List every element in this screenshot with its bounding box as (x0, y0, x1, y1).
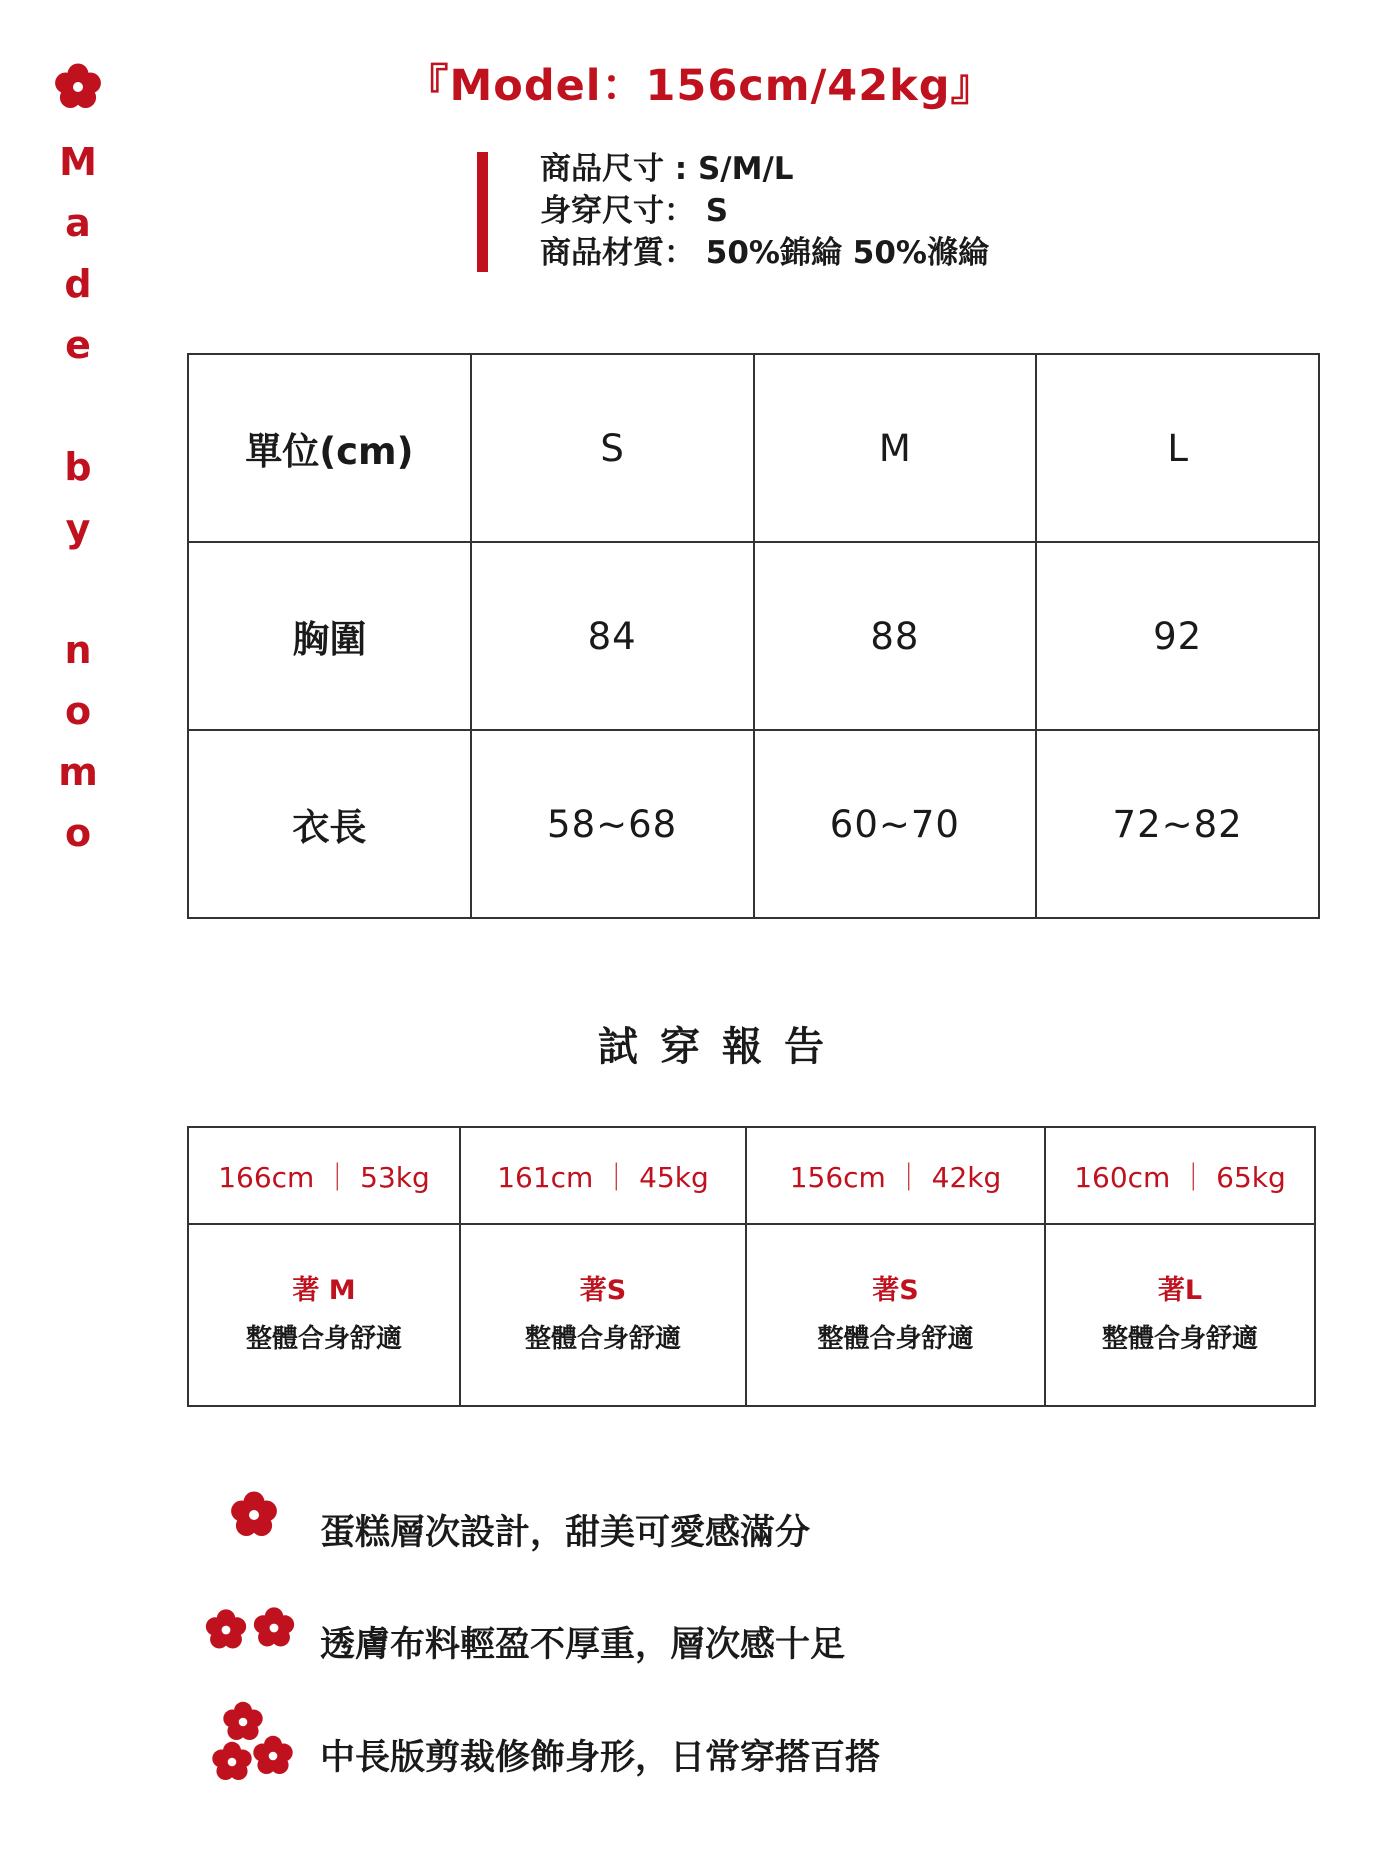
fit-report-measurement: 156cm ｜ 42kg (746, 1127, 1045, 1224)
size-table-cell: 92 (1036, 542, 1319, 730)
fit-report-comment: 整體合身舒適 (245, 1324, 402, 1354)
size-table (187, 353, 1320, 919)
triple-flower-icon (210, 1700, 300, 1794)
fit-report-worn-size: 著L (1157, 1275, 1203, 1306)
feature-text: 透膚布料輕盈不厚重，層次感十足 (320, 1625, 846, 1665)
brand-letter: M (59, 140, 97, 184)
size-table-cell: 88 (754, 542, 1037, 730)
fit-report-result (746, 1224, 1045, 1406)
double-flower-icon (202, 1606, 298, 1658)
fit-report-measure-row (188, 1127, 1315, 1224)
spec-product-size: 商品尺寸 : S/M/L (540, 151, 794, 187)
spec-accent-bar (477, 152, 488, 272)
spec-list (540, 148, 989, 274)
brand-letter: a (65, 201, 91, 245)
size-table-cell: 72~82 (1036, 730, 1319, 918)
brand-letter: e (65, 323, 91, 367)
fit-report-comment: 整體合身舒適 (524, 1324, 681, 1354)
model-title: 『Model：156cm/42kg』 (405, 61, 995, 111)
fit-report-worn-size: 著S (872, 1275, 919, 1306)
fit-report-comment: 整體合身舒適 (1101, 1324, 1258, 1354)
fit-report-table (187, 1126, 1316, 1407)
fit-report-measurement: 166cm ｜ 53kg (188, 1127, 460, 1224)
fit-report-measurement: 160cm ｜ 65kg (1045, 1127, 1315, 1224)
size-table-header-cell: S (471, 354, 754, 542)
spec-worn-size: 身穿尺寸： S (540, 193, 729, 229)
spec-material: 商品材質： 50%錦綸 50%滌綸 (540, 235, 989, 271)
fit-report-worn-size: 著S (579, 1275, 627, 1306)
brand-letter: d (64, 262, 92, 306)
brand-letter: b (64, 445, 92, 489)
brand-letters (50, 132, 106, 864)
size-table-header-cell: M (754, 354, 1037, 542)
size-table-header-row (188, 354, 1319, 542)
table-row (188, 730, 1319, 918)
size-table-row-label: 衣長 (188, 730, 471, 918)
brand-letter: n (64, 628, 92, 672)
table-row (188, 542, 1319, 730)
size-table-cell: 84 (471, 542, 754, 730)
fit-report-comment: 整體合身舒適 (817, 1324, 974, 1354)
brand-letter: y (65, 506, 91, 550)
brand-letter-gap (50, 376, 106, 437)
fit-report-measurement: 161cm ｜ 45kg (460, 1127, 746, 1224)
fit-report-result (1045, 1224, 1315, 1406)
single-flower-icon (228, 1489, 280, 1545)
brand-letter: m (58, 750, 98, 794)
brand-letter-gap (50, 559, 106, 620)
feature-text: 蛋糕層次設計，甜美可愛感滿分 (320, 1513, 811, 1553)
brand-letter: o (64, 689, 92, 733)
size-table-unit-cell: 單位(cm) (188, 354, 471, 542)
brand-vertical (50, 60, 106, 864)
size-table-header-cell: L (1036, 354, 1319, 542)
size-table-cell: 60~70 (754, 730, 1037, 918)
fit-report-worn-size: 著 M (292, 1275, 356, 1306)
size-table-cell: 58~68 (471, 730, 754, 918)
fit-report-result (460, 1224, 746, 1406)
brand-letter: o (64, 811, 92, 855)
size-table-row-label: 胸圍 (188, 542, 471, 730)
report-title: 試穿報告 (598, 1024, 846, 1070)
fit-report-result-row (188, 1224, 1315, 1406)
fit-report-result (188, 1224, 460, 1406)
feature-text: 中長版剪裁修飾身形，日常穿搭百搭 (320, 1738, 881, 1778)
